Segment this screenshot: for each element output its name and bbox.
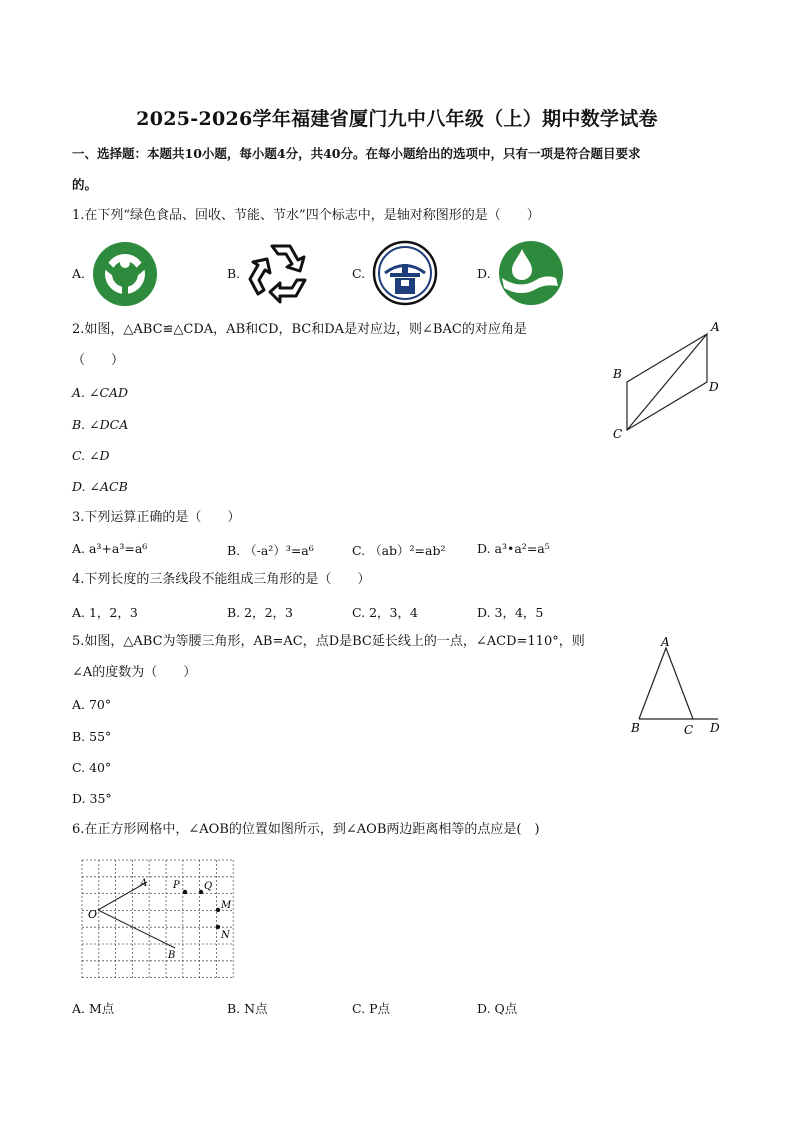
q6-label-n: N: [221, 930, 230, 941]
q2-figure-parallelogram: [608, 318, 728, 442]
question-3-stem: 3.下列运算正确的是（ ）: [72, 510, 241, 525]
q5-option-a: A. 70°: [72, 697, 112, 712]
q6-label-b: B: [168, 950, 176, 961]
q3-option-a: A. a³+a³=a⁶: [72, 541, 148, 556]
question-1-stem: 1.在下列“绿色食品、回收、节能、节水”四个标志中，是轴对称图形的是（ ）: [72, 208, 540, 223]
q5-label-b: B: [631, 721, 640, 735]
question-4-stem: 4.下列长度的三条线段不能组成三角形的是（ ）: [72, 572, 371, 587]
q6-label-q: Q: [204, 881, 213, 892]
q6-label-o: O: [88, 908, 98, 921]
q2-label-b: B: [613, 367, 622, 381]
energy-saving-logo-icon: [372, 240, 438, 306]
q5-option-b: B. 55°: [72, 729, 112, 744]
q5-label-c: C: [684, 723, 694, 737]
q5-label-d: D: [710, 721, 720, 735]
q6-option-c: C. P点: [352, 1001, 390, 1016]
q4-option-c: C. 2，3，4: [352, 605, 418, 620]
recycle-logo-icon: [248, 240, 314, 304]
green-food-logo-icon: [92, 241, 158, 307]
q6-label-a: A: [140, 878, 148, 889]
question-2-stem: 2.如图，△ABC≌△CDA，AB和CD，BC和DA是对应边，则∠BAC的对应角是: [72, 322, 527, 337]
q3-option-b: B. （-a²）³=a⁶: [227, 543, 314, 558]
q6-label-m: M: [221, 900, 232, 911]
q2-label-c: C: [613, 427, 623, 441]
question-5-stem-2: ∠A的度数为（ ）: [72, 665, 197, 680]
q1-option-b-label: B.: [227, 266, 241, 281]
question-2-paren: （ ）: [72, 353, 125, 368]
q2-label-d: D: [709, 380, 719, 394]
water-saving-logo-icon: [498, 240, 564, 306]
q1-option-d-label: D.: [477, 266, 491, 281]
q1-option-a-label: A.: [72, 266, 86, 281]
section-header-line2: 的。: [72, 177, 98, 192]
q6-figure-grid: [78, 858, 238, 982]
q3-option-d: D. a³•a²=a⁵: [477, 541, 550, 556]
q6-option-d: D. Q点: [477, 1001, 518, 1016]
section-header-line1: 一、选择题：本题共10小题，每小题4分，共40分。在每小题给出的选项中，只有一项是符合题目要求: [72, 146, 641, 161]
q2-option-d: D. ∠ACB: [72, 479, 128, 494]
question-6-stem: 6.在正方形网格中，∠AOB的位置如图所示，到∠AOB两边距离相等的点应是( ): [72, 822, 540, 837]
q2-option-a: A. ∠CAD: [72, 385, 129, 400]
q5-label-a: A: [661, 635, 670, 649]
q2-label-a: A: [711, 320, 720, 334]
q4-option-d: D. 3，4，5: [477, 605, 544, 620]
q2-option-b: B. ∠DCA: [72, 417, 129, 432]
q5-figure-triangle: [626, 632, 730, 742]
q5-option-c: C. 40°: [72, 760, 112, 775]
q2-option-c: C. ∠D: [72, 448, 110, 463]
q5-option-d: D. 35°: [72, 791, 112, 806]
question-5-stem: 5.如图，△ABC为等腰三角形，AB=AC，点D是BC延长线上的一点，∠ACD=110°，则: [72, 634, 585, 649]
q1-option-c-label: C.: [352, 266, 366, 281]
q4-option-a: A. 1，2，3: [72, 605, 138, 620]
q6-label-p: P: [173, 880, 180, 891]
page-title: 2025-2026学年福建省厦门九中八年级（上）期中数学试卷: [136, 108, 658, 130]
q6-option-b: B. N点: [227, 1001, 268, 1016]
q3-option-c: C. （ab）²=ab²: [352, 543, 446, 558]
q4-option-b: B. 2，2，3: [227, 605, 293, 620]
q6-option-a: A. M点: [72, 1001, 115, 1016]
